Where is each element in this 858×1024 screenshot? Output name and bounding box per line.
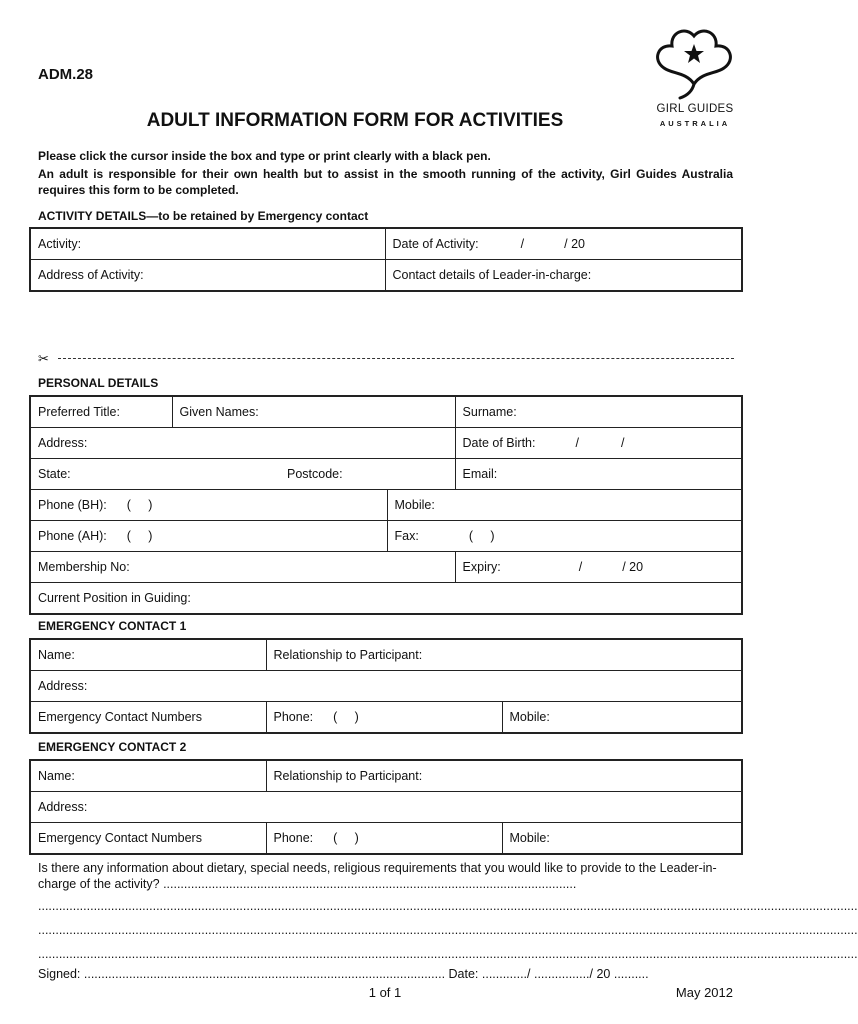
ec2-mobile-field[interactable]: Mobile: (502, 823, 742, 855)
phone-ah-field[interactable]: Phone (AH): ( ) (30, 521, 387, 552)
answer-line-2[interactable]: ............................................................................................................................................................................................................................................ (38, 923, 858, 937)
additional-info-question: Is there any information about dietary, special needs, religious requirements that you would like to provide to the Leader-in-charge of the activity? ....................................................................................................................... (38, 861, 717, 891)
ec1-relationship-field[interactable]: Relationship to Participant: (266, 639, 742, 671)
email-field[interactable]: Email: (455, 459, 742, 490)
ec2-name-field[interactable]: Name: (30, 760, 266, 792)
logo-name: GIRL GUIDES (656, 103, 734, 115)
expiry-field[interactable]: Expiry: / / 20 (455, 552, 742, 583)
form-code: ADM.28 (38, 66, 94, 83)
date-of-activity-field[interactable]: Date of Activity: / / 20 (385, 228, 742, 260)
ec1-numbers-label: Emergency Contact Numbers (30, 702, 266, 734)
current-position-field[interactable]: Current Position in Guiding: (30, 583, 742, 615)
trefoil-logo-icon (646, 22, 742, 102)
address-of-activity-field[interactable]: Address of Activity: (30, 260, 385, 292)
emergency-contact-2-heading: EMERGENCY CONTACT 2 (38, 740, 187, 754)
cut-line (38, 352, 733, 366)
membership-number-field[interactable]: Membership No: (30, 552, 455, 583)
given-names-field[interactable]: Given Names: (172, 396, 455, 428)
fax-field[interactable]: Fax: ( ) (387, 521, 742, 552)
emergency-contact-2-table (29, 759, 743, 855)
emergency-contact-1-table (29, 638, 743, 734)
page-title: ADULT INFORMATION FORM FOR ACTIVITIES (146, 110, 564, 131)
activity-field[interactable]: Activity: (30, 228, 385, 260)
answer-line-3[interactable]: ............................................................................................................................................................................................................................................ (38, 947, 858, 961)
personal-details-heading: PERSONAL DETAILS (38, 376, 159, 390)
ec1-address-field[interactable]: Address: (30, 671, 742, 702)
surname-field[interactable]: Surname: (455, 396, 742, 428)
activity-details-heading: ACTIVITY DETAILS—to be retained by Emergency contact (38, 209, 369, 223)
revision-date: May 2012 (675, 985, 733, 1000)
scissors-icon: ✂ (38, 351, 49, 366)
ec2-address-field[interactable]: Address: (30, 792, 742, 823)
personal-details-table (29, 395, 743, 615)
mobile-field[interactable]: Mobile: (387, 490, 742, 521)
leader-contact-field[interactable]: Contact details of Leader-in-charge: (385, 260, 742, 292)
ec2-relationship-field[interactable]: Relationship to Participant: (266, 760, 742, 792)
signature-line[interactable]: Signed: ........................................................................................................ Date: ............./ ................/ 20 .......... (38, 967, 649, 981)
address-field[interactable]: Address: (30, 428, 455, 459)
page-number: 1 of 1 (368, 985, 402, 1000)
emergency-contact-1-heading: EMERGENCY CONTACT 1 (38, 619, 187, 633)
ec1-mobile-field[interactable]: Mobile: (502, 702, 742, 734)
phone-bh-field[interactable]: Phone (BH): ( ) (30, 490, 387, 521)
postcode-field[interactable]: Postcode: (280, 459, 455, 490)
instruction-line-2: An adult is responsible for their own health but to assist in the smooth running of the activity, Girl Guides Australia requires this form to be completed. (38, 167, 733, 197)
state-field[interactable]: State: (30, 459, 280, 490)
ec1-name-field[interactable]: Name: (30, 639, 266, 671)
ec2-phone-field[interactable]: Phone: ( ) (266, 823, 502, 855)
ec2-numbers-label: Emergency Contact Numbers (30, 823, 266, 855)
activity-details-table (29, 227, 743, 292)
instruction-line-1: Please click the cursor inside the box and type or print clearly with a black pen. (38, 149, 491, 163)
preferred-title-field[interactable]: Preferred Title: (30, 396, 172, 428)
logo-subtitle: AUSTRALIA (659, 119, 731, 128)
answer-line-1[interactable]: ............................................................................................................................................................................................................................................ (38, 899, 858, 913)
date-of-birth-field[interactable]: Date of Birth: / / (455, 428, 742, 459)
star-icon (684, 44, 704, 63)
ec1-phone-field[interactable]: Phone: ( ) (266, 702, 502, 734)
